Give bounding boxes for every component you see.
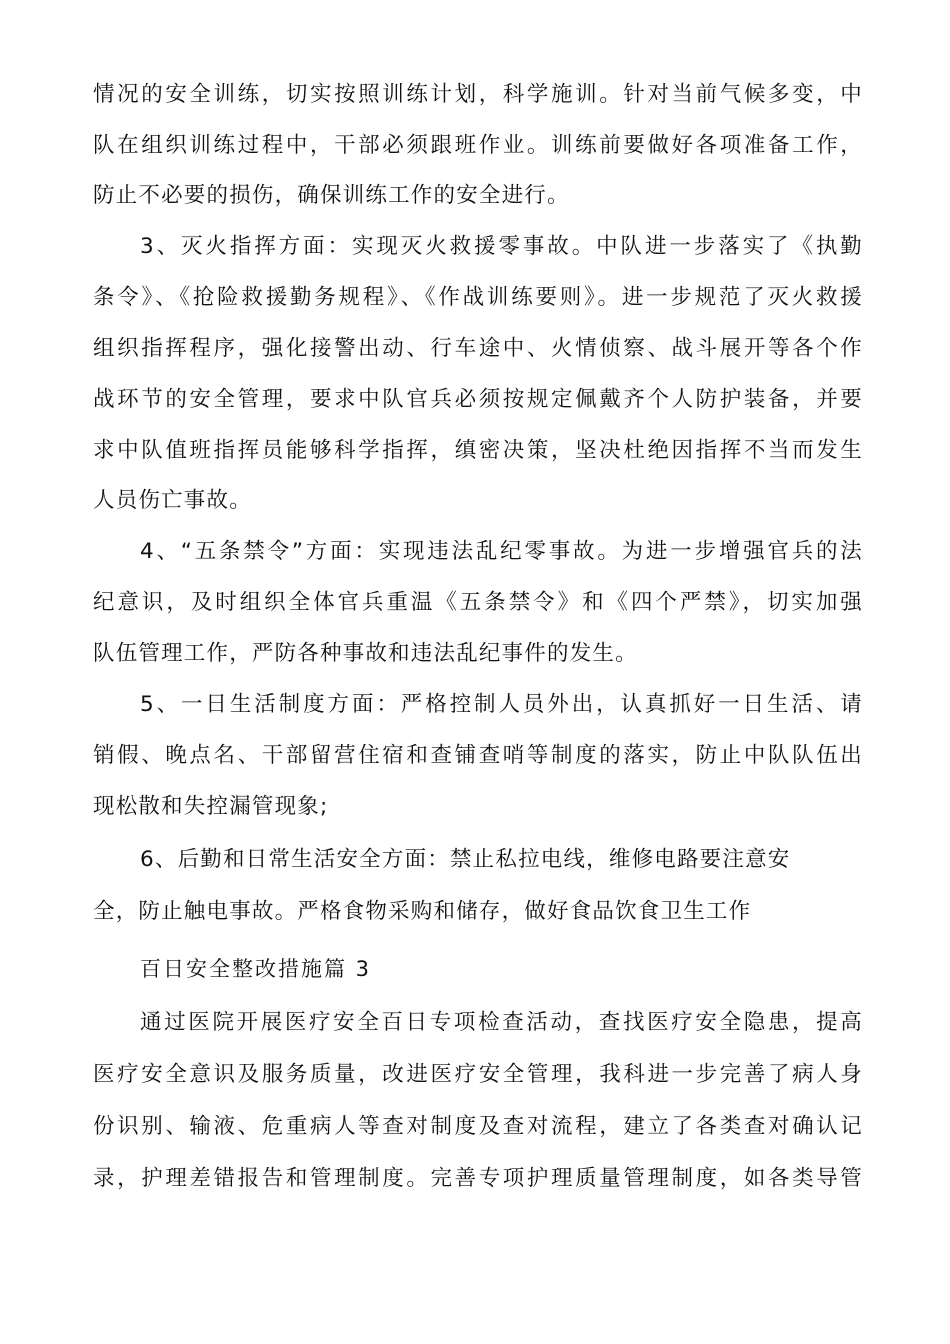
paragraph-line: 份识别、输液、危重病人等查对制度及查对流程，建立了各类查对确认记 — [93, 1114, 863, 1139]
paragraph-line: 求中队值班指挥员能够科学指挥，缜密决策，坚决杜绝因指挥不当而发生 — [93, 438, 863, 463]
paragraph-line: 战环节的安全管理，要求中队官兵必须按规定佩戴齐个人防护装备，并要 — [93, 387, 863, 412]
paragraph-line: 情况的安全训练，切实按照训练计划，科学施训。针对当前气候多变，中 — [93, 82, 863, 107]
paragraph-line: 销假、晚点名、干部留营住宿和查铺查哨等制度的落实，防止中队队伍出 — [93, 743, 863, 768]
paragraph-line: 纪意识，及时组织全体官兵重温《五条禁令》和《四个严禁》，切实加强 — [93, 590, 863, 615]
section-heading: 百日安全整改措施篇 3 — [140, 957, 372, 981]
paragraph-line: 3、灭火指挥方面：实现灭火救援零事故。中队进一步落实了《执勤 — [140, 234, 863, 259]
paragraph-line: 4、“五条禁令”方面：实现违法乱纪零事故。为进一步增强官兵的法 — [140, 539, 863, 564]
paragraph-line: 队在组织训练过程中，干部必须跟班作业。训练前要做好各项准备工作， — [93, 133, 863, 158]
paragraph-line: 通过医院开展医疗安全百日专项检查活动，查找医疗安全隐患，提高 — [140, 1010, 863, 1035]
paragraph-line: 组织指挥程序，强化接警出动、行车途中、火情侦察、战斗展开等各个作 — [93, 336, 863, 361]
paragraph-line: 5、一日生活制度方面：严格控制人员外出，认真抓好一日生活、请 — [140, 692, 863, 717]
paragraph-line: 全，防止触电事故。严格食物采购和储存，做好食品饮食卫生工作 — [93, 899, 752, 924]
paragraph-line: 录，护理差错报告和管理制度。完善专项护理质量管理制度，如各类导管 — [93, 1166, 863, 1191]
paragraph-line: 队伍管理工作，严防各种事故和违法乱纪事件的发生。 — [93, 641, 638, 666]
paragraph-line: 条令》、《抢险救援勤务规程》、《作战训练要则》。进一步规范了灭火救援 — [93, 285, 863, 310]
paragraph-line: 现松散和失控漏管现象; — [93, 794, 329, 819]
paragraph-line: 防止不必要的损伤，确保训练工作的安全进行。 — [93, 183, 570, 208]
paragraph-line: 6、后勤和日常生活安全方面：禁止私拉电线，维修电路要注意安 — [140, 847, 791, 872]
paragraph-line: 人员伤亡事故。 — [93, 488, 252, 513]
paragraph-line: 医疗安全意识及服务质量，改进医疗安全管理，我科进一步完善了病人身 — [93, 1062, 863, 1087]
